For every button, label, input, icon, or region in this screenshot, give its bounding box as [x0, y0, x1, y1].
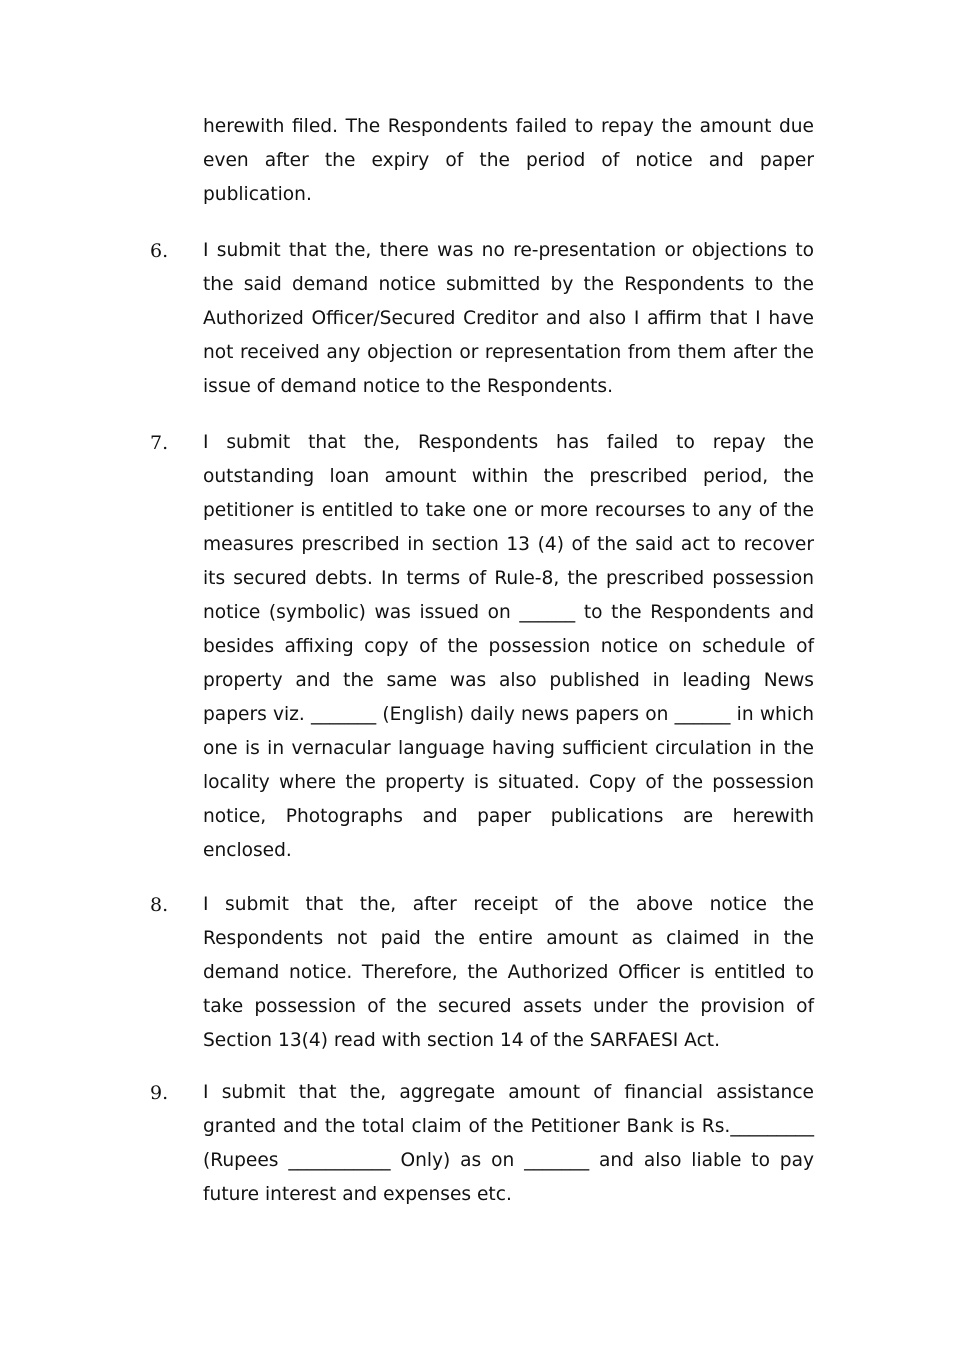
paragraph-number: 8.	[150, 894, 169, 916]
paragraph-text: I submit that the, after receipt of the above notice the Respondents not paid the entire amount as claimed in the demand notice. Therefore, the Authorized Officer is entitled to take possession of the secured assets under the provision of Section 13(4) read with section 14 of the SARFAESI Act.	[203, 894, 814, 1051]
paragraph-9	[150, 1076, 814, 1212]
paragraph-number: 6.	[150, 240, 169, 262]
paragraph-8	[150, 888, 814, 1058]
paragraph-7	[150, 426, 814, 868]
paragraph-text: I submit that the, there was no re-presentation or objections to the said demand notice submitted by the Respondents to the Authorized Officer/Secured Creditor and also I affirm that I have not received any objection or representation from them after the issue of demand notice to the Respondents.	[203, 240, 814, 397]
paragraph-text: I submit that the, aggregate amount of financial assistance granted and the total claim of the Petitioner Bank is Rs._________ (Rupees ___________ Only) as on _______ and also liable to pay future interest and expenses etc.	[203, 1082, 814, 1205]
paragraph-text: I submit that the, Respondents has failed to repay the outstanding loan amount within the prescribed period, the petitioner is entitled to take one or more recourses to any of the measures prescribed in section 13 (4) of the said act to recover its secured debts. In terms of Rule-8, the prescribed possession notice (symbolic) was issued on ______ to the Respondents and besides affixing copy of the possession notice on schedule of property and the same was also published in leading News papers viz. _______ (English) daily news papers on ______ in which one is in vernacular language having sufficient circulation in the locality where the property is situated. Copy of the possession notice, Photographs and paper publications are herewith enclosed.	[203, 432, 814, 861]
continuation-paragraph: herewith filed. The Respondents failed to repay the amount due even after the expiry of the period of notice and paper publication.	[203, 116, 814, 205]
paragraph-number: 9.	[150, 1082, 169, 1104]
paragraph-number: 7.	[150, 432, 169, 454]
paragraph-6	[150, 234, 814, 404]
